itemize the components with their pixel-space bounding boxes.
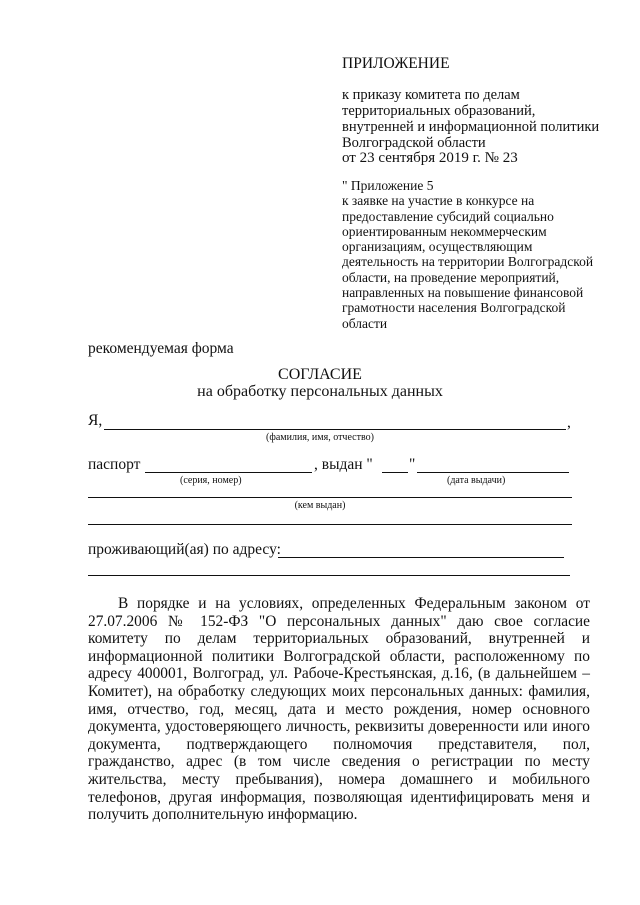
appendix5-line: направленных на повышение финансовой [342,285,584,301]
issue-date-field[interactable] [417,472,569,473]
i-label: Я, [88,412,103,429]
fio-field[interactable] [104,429,566,430]
title-main: СОГЛАСИЕ [278,366,362,383]
appendix-order-line: территориальных образований, [342,103,536,119]
appendix5-line: к заявке на участие в конкурсе на [342,193,535,209]
appendix-order-ref [342,87,622,151]
series-hint: (серия, номер) [180,475,242,486]
appendix-order-line: Волгоградской области [342,135,486,151]
title-sub: на обработку персональных данных [197,383,443,400]
issuer-field[interactable] [88,497,572,498]
issuer-hint: (кем выдан) [294,500,346,511]
issuer-field-continued[interactable] [88,524,572,525]
appendix5-line: организациям, осуществляющим [342,239,533,255]
issued-label: , выдан " [314,456,373,473]
issue-day-field[interactable] [382,472,408,473]
issued-quote: " [409,456,416,473]
recommended-form-note: рекомендуемая форма [88,340,234,357]
appendix5-line: грамотности населения Волгоградской [342,300,566,316]
fio-hint: (фамилия, имя, отчество) [266,432,374,443]
i-end-comma: , [567,414,571,431]
passport-series-field[interactable] [145,472,312,473]
document-title [0,366,640,400]
appendix5-line: ориентированным некоммерческим [342,223,547,239]
appendix5-line: деятельность на территории Волгоградской [342,254,594,270]
consent-paragraph: В порядке и на условиях, определенных Федеральным законом от 27.07.2006 № 152-ФЗ "О персональных данных" даю свое согласие комитету по делам территориальных образований, внутренней и информационной политики Волгоградской области, расположенному по адресу 400001, Волгоград, ул. Рабоче-Крестьянская, д.16, (в дальнейшем – Комитет), на обработку следующих моих персональных данных: фамилия, имя, отчество, год, месяц, дата и место рождения, номер основного документа, удостоверяющего личность, реквизиты доверенности или иного документа, подтверждающего полномочия представителя, пол, гражданство, адрес (в том числе сведения о регистрации по месту жительства, месту пребывания), номера домашнего и мобильного телефонов, другая информация, позволяющая идентифицировать меня и получить дополнительную информацию. [88,595,590,824]
address-field[interactable] [278,557,564,558]
appendix-date: от 23 сентября 2019 г. № 23 [342,150,518,166]
appendix-order-line: внутренней и информационной политики [342,119,600,135]
address-label: проживающий(ая) по адресу: [88,541,281,558]
appendix-order-line: к приказу комитета по делам [342,87,520,103]
appendix5-line: предоставление субсидий социально [342,208,554,224]
appendix5-line: области [342,315,388,331]
appendix5-block [342,178,622,331]
appendix5-line: области, на проведение мероприятий, [342,269,560,285]
appendix-title: ПРИЛОЖЕНИЕ [342,55,450,72]
appendix5-line: " Приложение 5 [342,178,434,193]
address-field-continued[interactable] [88,575,570,576]
passport-label: паспорт [88,456,141,473]
date-hint: (дата выдачи) [447,475,506,486]
